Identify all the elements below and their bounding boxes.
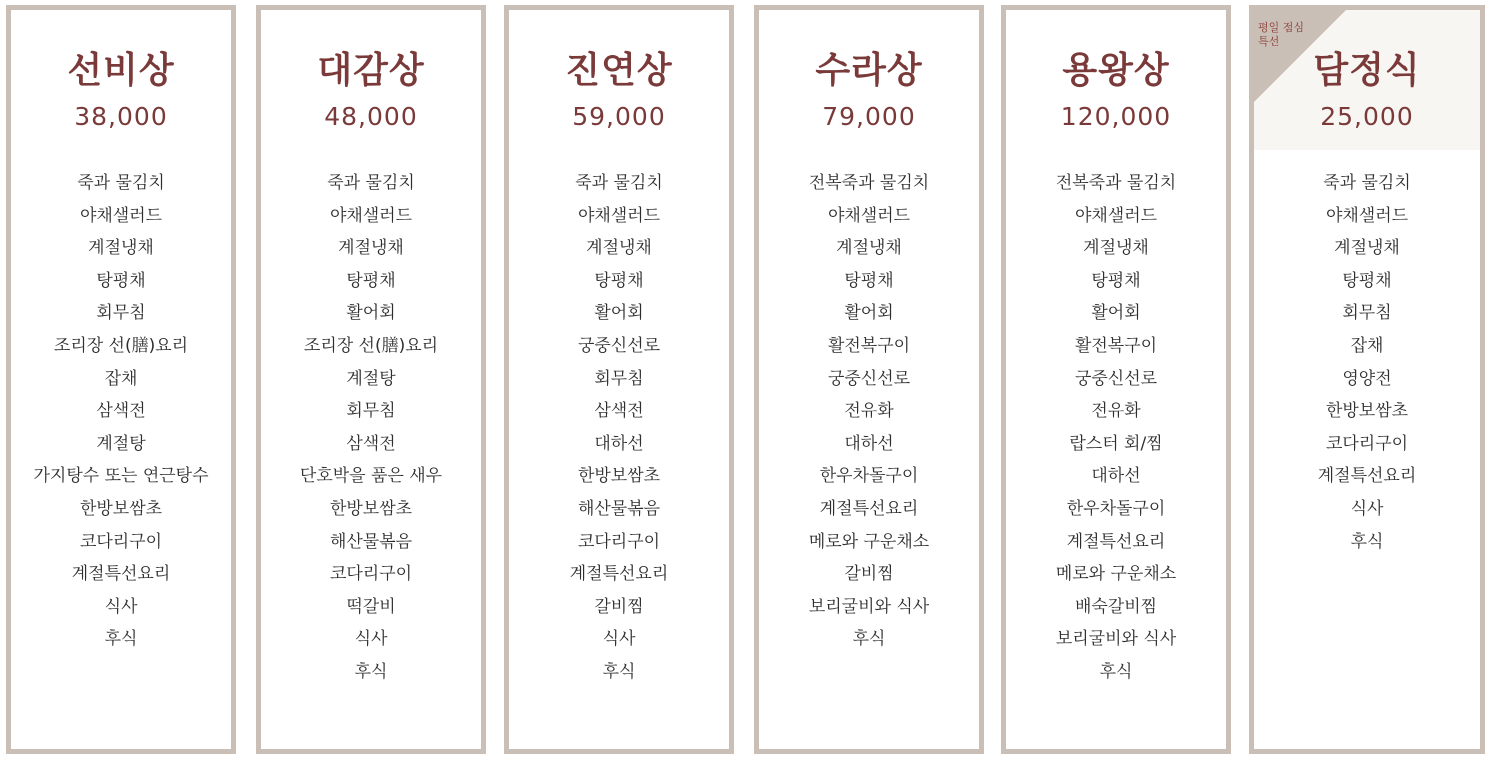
dish-item: 계절냉채: [88, 238, 154, 259]
dish-item: 코다리구이: [329, 564, 413, 585]
dish-item: 전유화: [844, 401, 894, 422]
dish-item: 계절특선요리: [569, 564, 669, 585]
dish-item: 대하선: [594, 433, 644, 454]
dish-item: 야채샐러드: [577, 205, 661, 226]
course-card-surasang: [754, 5, 984, 754]
dish-item: 회무침: [346, 401, 396, 422]
dish-item: 전복죽과 물김치: [808, 173, 930, 193]
course-price: 79,000: [822, 102, 916, 131]
dish-item: 회무침: [1342, 303, 1392, 324]
dish-item: 식사: [354, 629, 388, 650]
dish-item: 후식: [852, 629, 886, 650]
dish-item: 계절냉채: [1083, 238, 1149, 259]
dish-item: 야채샐러드: [79, 205, 163, 226]
dish-item: 계절냉채: [836, 238, 902, 259]
dish-item: 후식: [1350, 531, 1384, 552]
dish-item: 단호박을 품은 새우: [299, 466, 443, 487]
course-card-header: [759, 10, 979, 150]
dish-item: 죽과 물김치: [1323, 173, 1411, 193]
course-price: 48,000: [324, 102, 418, 131]
dish-item: 삼색전: [594, 401, 644, 422]
dish-item: 계절냉채: [338, 238, 404, 259]
dish-item: 대하선: [844, 433, 894, 454]
dish-item: 한방보쌈초: [79, 498, 163, 519]
course-name: 진연상: [565, 49, 673, 91]
dish-item: 회무침: [594, 368, 644, 389]
dish-item: 탕평채: [346, 270, 396, 291]
dish-item: 해산물볶음: [329, 531, 413, 552]
dish-item: 전복죽과 물김치: [1055, 173, 1177, 193]
dish-item: 계절특선요리: [1066, 531, 1166, 552]
dish-item: 갈비찜: [594, 596, 644, 617]
dish-item: 후식: [1099, 661, 1133, 682]
dish-item: 탕평채: [1091, 270, 1141, 291]
course-name: 담정식: [1313, 49, 1421, 91]
dish-item: 탕평채: [594, 270, 644, 291]
dish-item: 가지탕수 또는 연근탕수: [33, 466, 209, 487]
dish-item: 계절특선요리: [1317, 466, 1417, 487]
dish-item: 활전복구이: [827, 335, 911, 356]
dish-item: 코다리구이: [1325, 433, 1409, 454]
dish-item: 대하선: [1091, 466, 1141, 487]
course-name: 대감상: [317, 49, 425, 91]
dish-item: 후식: [602, 661, 636, 682]
dish-item: 한우차돌구이: [1066, 498, 1166, 519]
dish-item: 계절냉채: [1334, 238, 1400, 259]
dish-item: 떡갈비: [346, 596, 396, 617]
course-card-header: [1006, 10, 1226, 150]
dish-item: 활어회: [346, 303, 396, 324]
course-card-seonbisang: [6, 5, 236, 754]
course-name: 용왕상: [1062, 49, 1170, 91]
dish-item: 야채샐러드: [1074, 205, 1158, 226]
dish-item: 메로와 구운채소: [1055, 564, 1177, 585]
dish-item: 식사: [104, 596, 138, 617]
dish-item: 궁중신선로: [827, 368, 911, 389]
dish-item: 활어회: [594, 303, 644, 324]
course-card-header: [509, 10, 729, 150]
dish-item: 계절탕: [96, 433, 146, 454]
dish-item: 해산물볶음: [577, 498, 661, 519]
dish-item: 보리굴비와 식사: [1055, 629, 1177, 650]
course-price: 120,000: [1060, 102, 1172, 131]
course-price: 25,000: [1320, 102, 1414, 131]
dish-item: 잡채: [1350, 335, 1384, 356]
dish-item: 야채샐러드: [329, 205, 413, 226]
dish-item: 활어회: [844, 303, 894, 324]
course-card-damjeongsik: [1249, 5, 1485, 754]
dish-list: [1254, 167, 1480, 558]
dish-item: 한우차돌구이: [819, 466, 919, 487]
dish-item: 한방보쌈초: [1325, 401, 1409, 422]
dish-item: 조리장 선(膳)요리: [303, 335, 439, 356]
dish-item: 식사: [602, 629, 636, 650]
course-name: 선비상: [67, 49, 175, 91]
dish-item: 삼색전: [346, 433, 396, 454]
dish-item: 보리굴비와 식사: [808, 596, 930, 617]
course-card-daegamsang: [256, 5, 486, 754]
dish-item: 갈비찜: [844, 564, 894, 585]
dish-item: 조리장 선(膳)요리: [53, 335, 189, 356]
dish-list: [11, 167, 231, 656]
dish-item: 코다리구이: [577, 531, 661, 552]
dish-list: [759, 167, 979, 656]
dish-item: 야채샐러드: [1325, 205, 1409, 226]
dish-item: 탕평채: [1342, 270, 1392, 291]
course-card-header: [261, 10, 481, 150]
dish-item: 배숙갈비찜: [1074, 596, 1158, 617]
ribbon-line: 특선: [1258, 35, 1280, 48]
weekday-lunch-ribbon-label: [1258, 21, 1328, 49]
dish-item: 계절특선요리: [71, 564, 171, 585]
dish-item: 탕평채: [844, 270, 894, 291]
course-card-yongwangsang: [1001, 5, 1231, 754]
dish-item: 메로와 구운채소: [808, 531, 930, 552]
dish-item: 계절탕: [346, 368, 396, 389]
dish-item: 랍스터 회/찜: [1069, 433, 1163, 454]
dish-item: 한방보쌈초: [577, 466, 661, 487]
dish-item: 한방보쌈초: [329, 498, 413, 519]
dish-item: 궁중신선로: [577, 335, 661, 356]
dish-list: [1006, 167, 1226, 689]
dish-item: 야채샐러드: [827, 205, 911, 226]
dish-item: 후식: [104, 629, 138, 650]
dish-item: 궁중신선로: [1074, 368, 1158, 389]
dish-item: 후식: [354, 661, 388, 682]
dish-item: 죽과 물김치: [77, 173, 165, 193]
dish-item: 계절특선요리: [819, 498, 919, 519]
dish-item: 전유화: [1091, 401, 1141, 422]
dish-item: 죽과 물김치: [327, 173, 415, 193]
dish-list: [509, 167, 729, 689]
dish-list: [261, 167, 481, 689]
course-card-header: [11, 10, 231, 150]
dish-item: 코다리구이: [79, 531, 163, 552]
dish-item: 식사: [1350, 498, 1384, 519]
course-price: 38,000: [74, 102, 168, 131]
dish-item: 영양전: [1342, 368, 1392, 389]
course-card-jinyeonsang: [504, 5, 734, 754]
dish-item: 잡채: [104, 368, 138, 389]
ribbon-line: 평일 점심: [1258, 21, 1305, 34]
dish-item: 활어회: [1091, 303, 1141, 324]
course-name: 수라상: [815, 49, 923, 91]
course-price: 59,000: [572, 102, 666, 131]
dish-item: 삼색전: [96, 401, 146, 422]
dish-item: 계절냉채: [586, 238, 652, 259]
dish-item: 활전복구이: [1074, 335, 1158, 356]
dish-item: 회무침: [96, 303, 146, 324]
dish-item: 죽과 물김치: [575, 173, 663, 193]
dish-item: 탕평채: [96, 270, 146, 291]
